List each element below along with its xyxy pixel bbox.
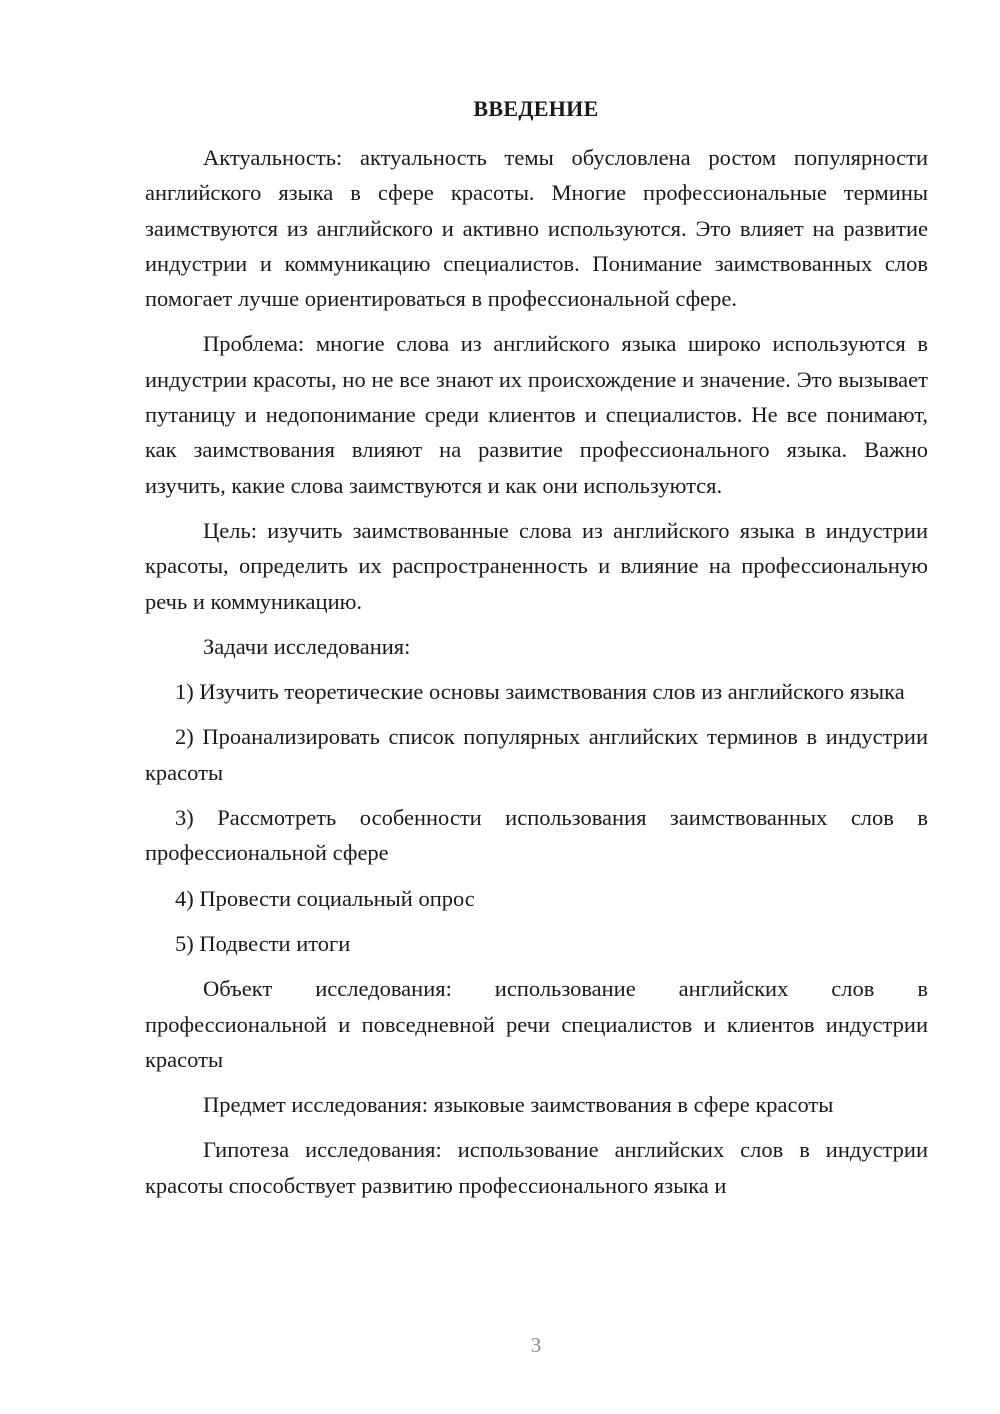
body-text (145, 140, 928, 1203)
paragraph-hypothesis: Гипотеза исследования: использование английских слов в индустрии красоты способствует развитию профессионального языка и (145, 1137, 928, 1198)
paragraph-subject: Предмет исследования: языковые заимствования в сфере красоты (203, 1092, 834, 1118)
paragraph-relevance: Актуальность: актуальность темы обусловлена ростом популярности английского языка в сфере красоты. Многие профессиональные термины заимствуются из английского и активно используются. Это влияет на развитие индустрии и коммуникацию специалистов. Понимание заимствованных слов помогает лучше ориентироваться в профессиональной сфере. (145, 145, 928, 312)
task-item-5: 5) Подвести итоги (175, 930, 351, 956)
task-item-2: 2) Проанализировать список популярных английских терминов в индустрии красоты (145, 724, 928, 785)
paragraph-goal: Цель: изучить заимствованные слова из английского языка в индустрии красоты, определить их распространенность и влияние на профессиональную речь и коммуникацию. (145, 517, 928, 614)
tasks-title: Задачи исследования: (203, 633, 411, 659)
task-item-1: 1) Изучить теоретические основы заимствования слов из английского языка (175, 679, 905, 705)
task-item-4: 4) Провести социальный опрос (175, 885, 475, 911)
paragraph-object: Объект исследования: использование английских слов в профессиональной и повседневной речи специалистов и клиентов индустрии красоты (145, 976, 928, 1072)
paragraph-problem: Проблема: многие слова из английского языка широко используются в индустрии красоты, но не все знают их происхождение и значение. Это вызывает путаницу и недопонимание среди клиентов и специалистов. Не все понимают, как заимствования влияют на развитие профессионального языка. Важно изучить, какие слова заимствуются и как они используются. (145, 331, 928, 498)
section-heading: ВВЕДЕНИЕ (473, 96, 599, 121)
task-item-3: 3) Рассмотреть особенности использования заимствованных слов в профессиональной сфере (145, 805, 928, 866)
page-number: 3 (530, 1333, 542, 1357)
